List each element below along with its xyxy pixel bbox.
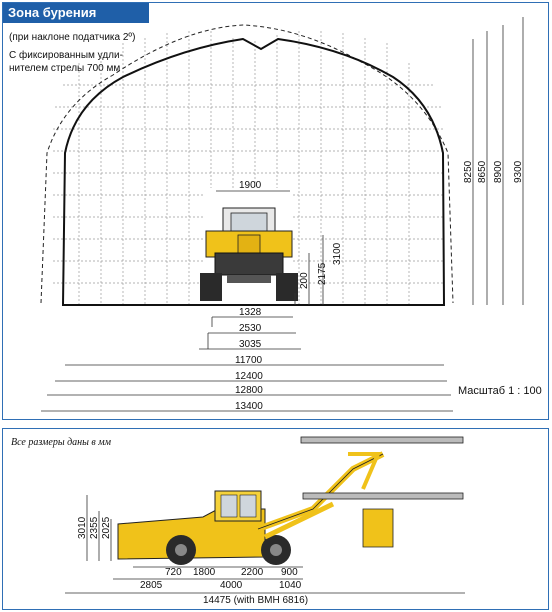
width-dim-12400: 12400 xyxy=(235,371,263,382)
side-view-diagram xyxy=(3,429,550,611)
panel-title: Зона бурения xyxy=(3,3,149,23)
height-dim-8900: 8900 xyxy=(493,160,504,183)
width-dim-1328: 1328 xyxy=(239,307,262,318)
side-height-3010: 3010 xyxy=(77,516,88,539)
rig-front-view xyxy=(200,208,298,301)
length-2200: 2200 xyxy=(241,567,264,578)
width-dim-12800: 12800 xyxy=(235,385,263,396)
drilling-zone-panel xyxy=(2,2,549,420)
tilt-note: (при наклоне податчика 2º) xyxy=(9,32,136,43)
length-1800: 1800 xyxy=(193,567,216,578)
length-720: 720 xyxy=(165,567,182,578)
width-dim-11700: 11700 xyxy=(235,355,263,366)
length-900: 900 xyxy=(281,567,298,578)
rig-dim-200: 200 xyxy=(299,272,310,289)
rig-side-view xyxy=(118,437,463,565)
side-view-panel xyxy=(2,428,549,610)
height-dim-8650: 8650 xyxy=(477,160,488,183)
side-length-dimension-lines xyxy=(65,567,465,593)
length-4000: 4000 xyxy=(220,580,243,591)
height-dim-9300: 9300 xyxy=(513,160,524,183)
width-dim-2530: 2530 xyxy=(239,323,262,334)
side-height-2025: 2025 xyxy=(101,516,112,539)
scale-label: Масштаб 1 : 100 xyxy=(458,385,542,397)
height-dim-8250: 8250 xyxy=(463,160,474,183)
width-dim-1900: 1900 xyxy=(239,180,262,191)
rig-dim-2175: 2175 xyxy=(317,262,328,285)
length-2805: 2805 xyxy=(140,580,163,591)
rig-dim-3100: 3100 xyxy=(332,242,343,265)
boom-note-line2: нителем стрелы 700 мм xyxy=(9,63,121,74)
units-note: Все размеры даны в мм xyxy=(11,437,111,448)
boom-note-line1: С фиксированным удли- xyxy=(9,50,123,61)
length-total: 14475 (with BMH 6816) xyxy=(203,595,309,606)
width-dim-3035: 3035 xyxy=(239,339,262,350)
length-1040: 1040 xyxy=(279,580,302,591)
width-dim-13400: 13400 xyxy=(235,401,263,412)
drilling-zone-diagram xyxy=(3,3,550,421)
side-height-2355: 2355 xyxy=(89,516,100,539)
